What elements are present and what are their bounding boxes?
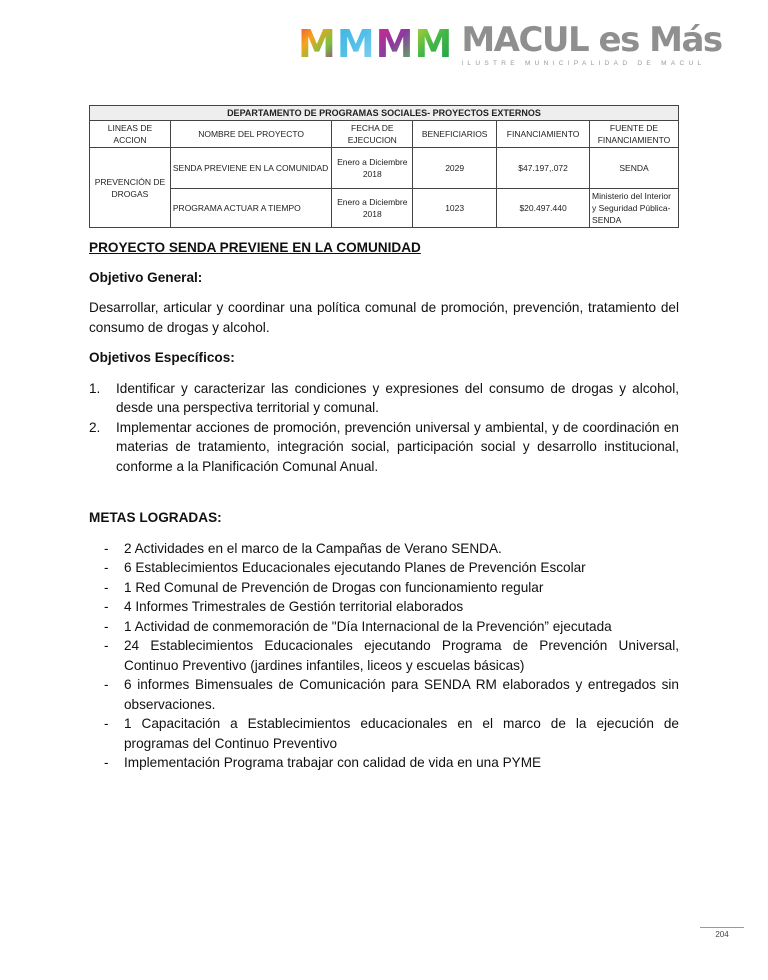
project-name-cell: PROGRAMA ACTUAR A TIEMPO: [170, 189, 331, 228]
list-item: [89, 578, 679, 598]
column-header: BENEFICIARIOS: [413, 121, 497, 148]
logo-letter: M: [375, 22, 413, 66]
list-item-text: Implementar acciones de promoción, prevención universal y ambiental, y de coordinación en materias de tratamiento, integración social, participación social y desarrollo institucional, conforme a la Planificación Comunal Anual.: [116, 419, 679, 474]
footer-divider: [700, 927, 744, 928]
table-row: [90, 189, 679, 228]
brand-subtitle: ILUSTRE MUNICIPALIDAD DE MACUL: [461, 60, 706, 67]
logo-letter: M: [298, 22, 335, 66]
list-item: [89, 753, 679, 773]
list-item: [89, 675, 679, 714]
column-header: FINANCIAMIENTO: [497, 121, 590, 148]
municipality-logo: [298, 22, 722, 68]
funding-source-cell: Ministerio del Interior y Seguridad Pública-SENDA: [590, 189, 679, 228]
projects-table: [89, 105, 679, 228]
brand-block: [461, 22, 721, 67]
list-item: [89, 418, 679, 477]
bullet-dash: -: [104, 677, 109, 692]
list-item: [89, 636, 679, 675]
funding-cell: $20.497.440: [497, 189, 590, 228]
funding-cell: $47.197,.072: [497, 148, 590, 189]
list-item: [89, 379, 679, 418]
column-header: FUENTE DE FINANCIAMIENTO: [590, 121, 679, 148]
funding-source-cell: SENDA: [590, 148, 679, 189]
list-number: 1.: [89, 380, 101, 396]
project-name-cell: SENDA PREVIENE EN LA COMUNIDAD: [170, 148, 331, 189]
bullet-dash: -: [104, 618, 109, 634]
list-item: [89, 558, 679, 578]
beneficiaries-cell: 2029: [413, 148, 497, 189]
bullet-dash: -: [104, 755, 109, 770]
list-item: [89, 597, 679, 617]
table-header-row: [90, 121, 679, 148]
list-item: [89, 617, 679, 637]
list-item-text: 1 Capacitación a Establecimientos educacionales en el marco de la ejecución de programas del Continuo Preventivo: [124, 716, 679, 751]
list-item-text: Identificar y caracterizar las condiciones y expresiones del consumo de drogas y alcohol, desde una perspectiva territorial y comunal.: [116, 380, 679, 415]
bullet-dash: -: [104, 560, 109, 575]
list-number: 2.: [89, 419, 101, 435]
document-body: [89, 238, 679, 773]
bullet-dash: -: [104, 599, 109, 614]
objetivo-general-text: Desarrollar, articular y coordinar una política comunal de promoción, prevención, tratamiento del consumo de drogas y alcohol.: [89, 300, 679, 335]
mmmm-logo-mark: [298, 22, 452, 66]
list-item-text: 6 Establecimientos Educacionales ejecutando Planes de Prevención Escolar: [124, 560, 586, 575]
date-cell: Enero a Diciembre 2018: [332, 189, 413, 228]
list-item-text: Implementación Programa trabajar con calidad de vida en una PYME: [124, 755, 542, 770]
date-cell: Enero a Diciembre 2018: [332, 148, 413, 189]
list-item-text: 1 Actividad de conmemoración de "Día Internacional de la Prevención” ejecutada: [124, 618, 612, 634]
list-item: [89, 714, 679, 753]
logo-letter: M: [414, 22, 452, 66]
table-title: DEPARTAMENTO DE PROGRAMAS SOCIALES- PROYECTOS EXTERNOS: [90, 106, 679, 121]
column-header: LINEAS DE ACCION: [90, 121, 171, 148]
bullet-dash: -: [104, 716, 109, 731]
list-item-text: 1 Red Comunal de Prevención de Drogas con funcionamiento regular: [124, 579, 544, 595]
list-item-text: 6 informes Bimensuales de Comunicación para SENDA RM elaborados y entregados sin observaciones.: [124, 677, 679, 712]
linea-accion-cell: PREVENCIÓN DE DROGAS: [90, 148, 171, 228]
bullet-dash: -: [104, 579, 109, 595]
metas-list: [89, 539, 679, 773]
page-number: 204: [715, 930, 729, 939]
beneficiaries-cell: 1023: [413, 189, 497, 228]
column-header: NOMBRE DEL PROYECTO: [170, 121, 331, 148]
bullet-dash: -: [104, 638, 109, 653]
objetivo-general-heading: Objetivo General:: [89, 269, 203, 285]
list-item-text: 2 Actividades en el marco de la Campañas de Verano SENDA.: [124, 540, 502, 556]
objetivos-especificos-heading: Objetivos Específicos:: [89, 350, 235, 365]
table-row: [90, 148, 679, 189]
brand-name: MACUL es Más: [461, 20, 722, 60]
bullet-dash: -: [104, 540, 109, 556]
project-title: PROYECTO SENDA PREVIENE EN LA COMUNIDAD: [89, 240, 421, 255]
logo-letter: M: [336, 22, 374, 66]
list-item-text: 24 Establecimientos Educacionales ejecutando Programa de Prevención Universal, Continuo Preventivo (jardines infantiles, liceos y escuelas básicas): [124, 638, 679, 673]
list-item-text: 4 Informes Trimestrales de Gestión territorial elaborados: [124, 599, 464, 614]
objetivos-especificos-list: [89, 379, 679, 477]
metas-heading: METAS LOGRADAS:: [89, 510, 222, 525]
list-item: [89, 539, 679, 559]
column-header: FECHA DE EJECUCION: [332, 121, 413, 148]
